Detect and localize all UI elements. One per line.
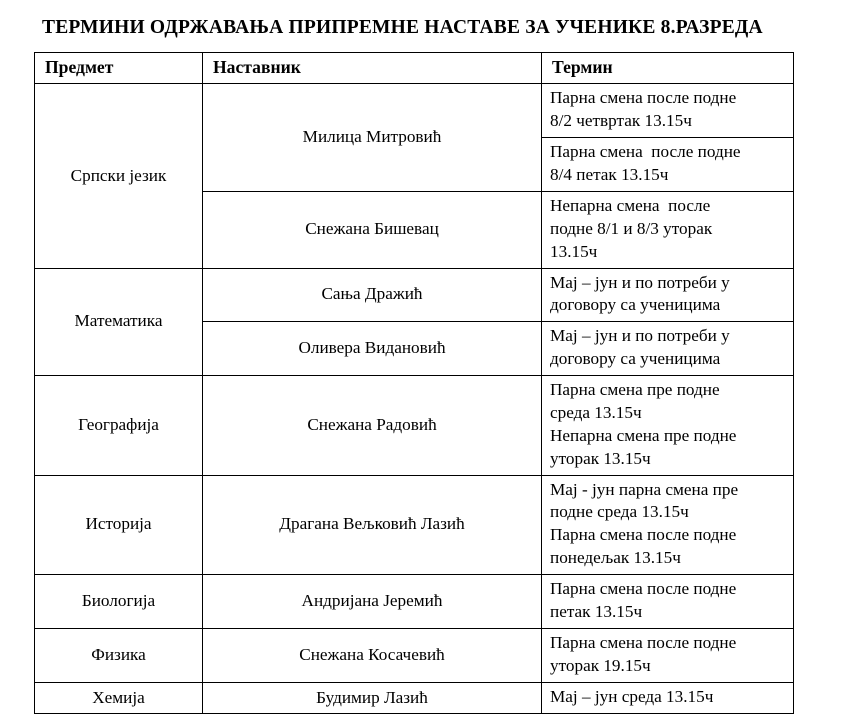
term-cell [542,138,794,192]
term-line: Мај – јун среда 13.15ч [550,687,714,707]
term-line: Непарна смена после [550,195,711,215]
subject-cell: Српски језик [35,84,203,268]
term-line: Парна смена пре подне [550,380,720,400]
table-row [35,84,794,138]
term-line: Непарна смена пре подне [550,425,737,445]
term-cell [542,628,794,682]
term-cell [542,682,794,714]
term-line: Парна смена после подне [550,142,741,162]
term-line: договору са ученицима [550,295,721,315]
table-row [35,475,794,575]
table-row [35,575,794,629]
table-body [35,84,794,714]
teacher-cell: Сања Дражић [203,268,542,322]
term-line: Парна смена после подне [550,632,737,652]
term-cell [542,475,794,575]
table-row [35,682,794,714]
column-header-subject: Предмет [35,53,203,84]
term-line: уторак 13.15ч [550,448,651,468]
table-header-row [35,53,794,84]
table-row [35,628,794,682]
column-header-teacher: Наставник [203,53,542,84]
subject-cell: Историја [35,475,203,575]
term-line: Мај - јун парна смена пре [550,479,739,499]
subject-cell: Биологија [35,575,203,629]
term-line: уторак 19.15ч [550,655,651,675]
teacher-cell: Драгана Вељковић Лазић [203,475,542,575]
subject-cell: Географија [35,376,203,476]
term-line: среда 13.15ч [550,402,642,422]
term-cell [542,268,794,322]
term-cell [542,191,794,268]
term-line: 13.15ч [550,241,598,261]
term-line: петак 13.15ч [550,601,643,621]
teacher-cell: Оливера Видановић [203,322,542,376]
subject-cell: Физика [35,628,203,682]
term-line: Парна смена после подне [550,579,737,599]
term-line: понедељак 13.15ч [550,548,681,568]
term-line: подне 8/1 и 8/3 уторак [550,218,713,238]
term-cell [542,84,794,138]
term-line: Парна смена после подне [550,88,737,108]
teacher-cell: Снежана Радовић [203,376,542,476]
term-line: Парна смена после подне [550,525,737,545]
term-line: подне среда 13.15ч [550,502,689,522]
teacher-cell: Андријана Јеремић [203,575,542,629]
term-cell [542,322,794,376]
column-header-term: Термин [542,53,794,84]
term-cell [542,376,794,476]
teacher-cell: Милица Митровић [203,84,542,192]
term-cell [542,575,794,629]
subject-cell: Хемија [35,682,203,714]
table-row [35,268,794,322]
teacher-cell: Снежана Бишевац [203,191,542,268]
term-line: 8/2 четвртак 13.15ч [550,111,692,131]
term-line: договору са ученицима [550,349,721,369]
term-line: Мај – јун и по потреби у [550,326,730,346]
term-line: 8/4 петак 13.15ч [550,165,669,185]
term-line: Мај – јун и по потреби у [550,272,730,292]
page-title: ТЕРМИНИ ОДРЖАВАЊА ПРИПРЕМНЕ НАСТАВЕ ЗА УЧЕНИКЕ 8.РАЗРЕДА [42,17,763,38]
table-header [35,53,794,84]
table-row [35,376,794,476]
teacher-cell: Снежана Косачевић [203,628,542,682]
subject-cell: Математика [35,268,203,376]
teacher-cell: Будимир Лазић [203,682,542,714]
preparatory-classes-schedule-table [34,52,794,714]
